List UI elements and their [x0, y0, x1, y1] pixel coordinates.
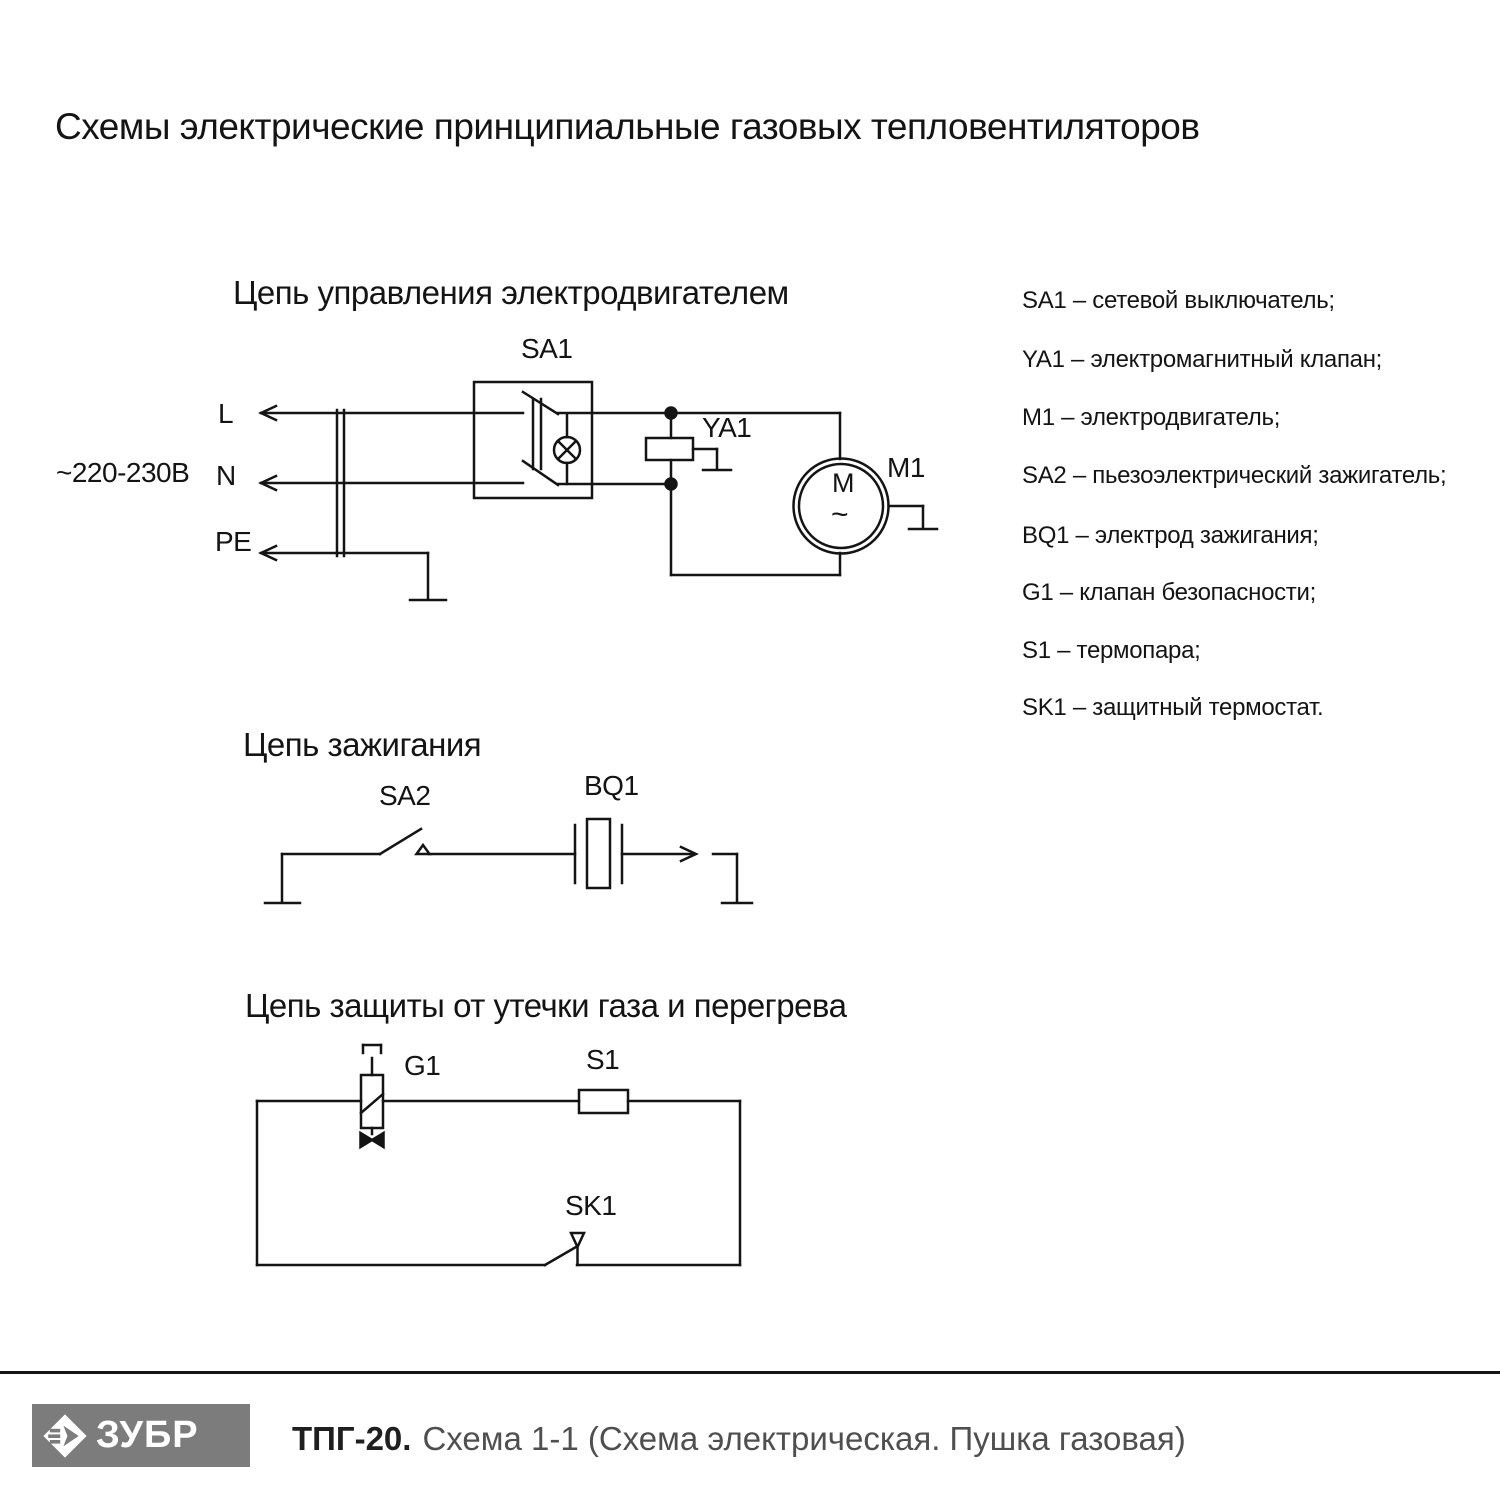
motor-letter-label: M	[832, 468, 854, 498]
model-name: ТПГ-20.	[292, 1420, 412, 1457]
section-title-control: Цепь управления электродвигателем	[233, 274, 789, 311]
bq1-label: BQ1	[584, 770, 639, 801]
legend-item-s1: S1 – термопара;	[1022, 637, 1201, 664]
sa2-label: SA2	[379, 780, 431, 811]
footer-divider	[0, 1371, 1500, 1374]
legend-item-sa2: SA2 – пьезоэлектрический зажигатель;	[1022, 462, 1447, 489]
s1-thermocouple	[579, 1090, 628, 1113]
brand-name: ЗУБР	[96, 1414, 199, 1456]
ignition-circuit-symbol	[265, 819, 752, 903]
line-l-label: L	[218, 398, 234, 429]
bq1-electrode	[587, 819, 610, 888]
legend-item-sk1: SK1 – защитный термостат.	[1022, 694, 1324, 721]
brand-logo	[32, 1404, 250, 1467]
sa1-switch-symbol	[474, 382, 840, 498]
ya1-label: YA1	[702, 412, 752, 443]
s1-label: S1	[586, 1044, 620, 1075]
legend-item-ya1: YA1 – электромагнитный клапан;	[1022, 346, 1383, 373]
legend-item-bq1: BQ1 – электрод зажигания;	[1022, 522, 1319, 549]
power-input-symbol	[261, 406, 474, 600]
section-title-ignition: Цепь зажигания	[243, 726, 482, 763]
sa2-switch-blade	[380, 829, 421, 854]
valve-icon	[372, 1133, 384, 1147]
legend-item-g1: G1 – клапан безопасности;	[1022, 579, 1316, 606]
sa1-label: SA1	[521, 333, 573, 364]
scheme-subtitle: Схема 1-1 (Схема электрическая. Пушка газовая)	[422, 1420, 1186, 1457]
motor-wave-label: ~	[831, 498, 849, 531]
line-n-label: N	[216, 460, 236, 491]
m1-label: M1	[887, 452, 925, 483]
footer-caption	[292, 1420, 1186, 1458]
protection-circuit-symbol	[257, 1045, 740, 1265]
g1-label: G1	[404, 1050, 441, 1081]
g1-valve-body	[361, 1075, 383, 1128]
page-title: Схемы электрические принципиальные газовых тепловентиляторов	[55, 106, 1200, 147]
sk1-switch-blade	[545, 1247, 576, 1265]
section-title-protection: Цепь защиты от утечки газа и перегрева	[245, 987, 847, 1024]
zubr-logo-icon	[41, 1412, 89, 1460]
line-pe-label: PE	[215, 526, 252, 557]
legend-item-sa1: SA1 – сетевой выключатель;	[1022, 287, 1335, 314]
sk1-label: SK1	[565, 1190, 617, 1221]
voltage-label: ~220-230В	[56, 457, 190, 488]
legend-item-m1: M1 – электродвигатель;	[1022, 404, 1281, 431]
